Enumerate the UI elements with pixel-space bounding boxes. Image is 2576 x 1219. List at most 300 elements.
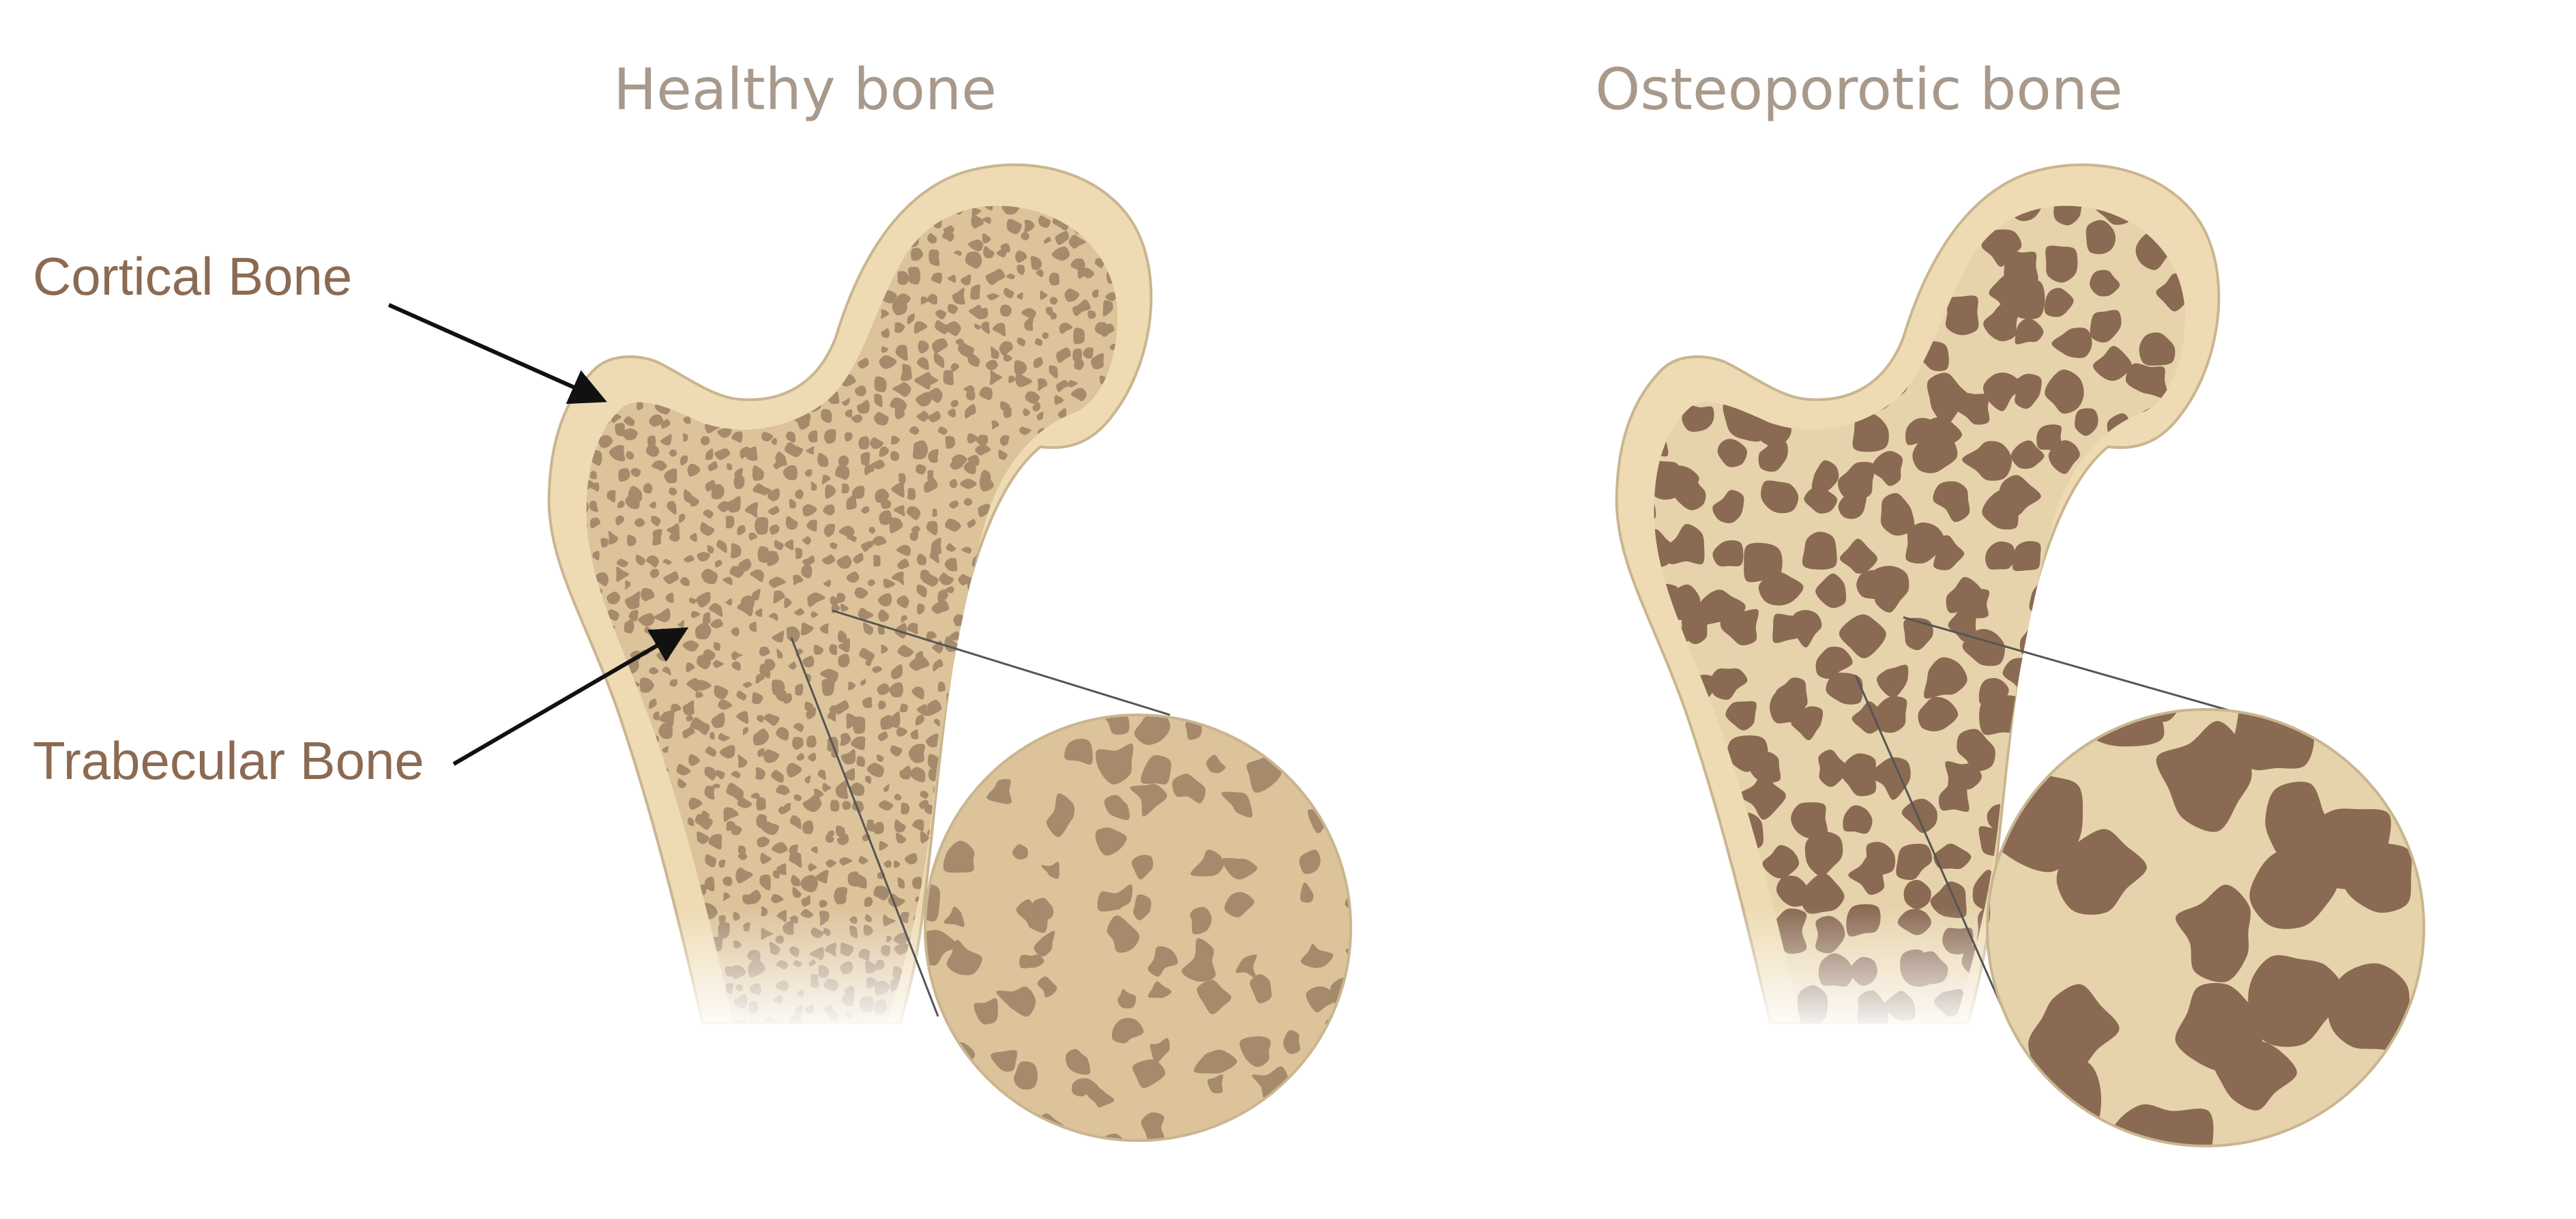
- trabecular-pore: [541, 277, 550, 287]
- trabecular-pore: [2056, 689, 2094, 728]
- trabecular-pore: [1060, 514, 1071, 524]
- trabecular-pore: [617, 268, 626, 276]
- trabecular-pore: [1082, 546, 1095, 555]
- trabecular-pore: [1014, 580, 1027, 593]
- trabecular-pore: [614, 220, 624, 229]
- trabecular-pore: [1645, 752, 1678, 788]
- trabecular-pore: [1925, 171, 1952, 205]
- trabecular-pore: [1583, 213, 1613, 244]
- trabecular-pore: [722, 266, 729, 273]
- trabecular-pore: [556, 920, 571, 933]
- trabecular-pore: [864, 164, 872, 175]
- trabecular-pore: [1111, 559, 1118, 567]
- trabecular-pore: [1036, 520, 1044, 530]
- trabecular-pore: [932, 509, 937, 517]
- trabecular-pore: [629, 813, 638, 827]
- trabecular-pore: [767, 359, 780, 372]
- trabecular-pore: [1104, 179, 1117, 193]
- trabecular-pore: [639, 903, 652, 917]
- trabecular-pore: [557, 623, 567, 632]
- trabecular-pore: [2149, 585, 2176, 615]
- trabecular-pore: [1628, 188, 1661, 223]
- trabecular-pore: [1692, 307, 1724, 350]
- trabecular-pore: [718, 158, 731, 172]
- trabecular-pore: [1758, 293, 1789, 332]
- trabecular-pore: [1620, 281, 1650, 309]
- trabecular-pore: [576, 353, 587, 365]
- trabecular-pore: [646, 323, 656, 329]
- trabecular-pore: [773, 313, 781, 322]
- trabecular-pore: [1062, 666, 1069, 675]
- trabecular-pore: [946, 750, 988, 783]
- trabecular-pore: [988, 719, 997, 731]
- trabecular-pore: [536, 774, 546, 787]
- trabecular-pore: [1014, 683, 1024, 697]
- trabecular-pore: [971, 767, 980, 776]
- trabecular-pore: [976, 603, 989, 617]
- trabecular-pore: [758, 196, 770, 208]
- trabecular-pore: [602, 773, 611, 782]
- trabecular-pore: [1018, 489, 1030, 501]
- trabecular-pore: [634, 869, 640, 877]
- trabecular-pore: [967, 666, 980, 679]
- trabecular-pore: [559, 733, 570, 744]
- trabecular-pore: [551, 207, 561, 219]
- trabecular-pore: [682, 239, 692, 249]
- trabecular-pore: [612, 771, 619, 780]
- trabecular-pore: [920, 167, 939, 183]
- trabecular-pore: [537, 802, 544, 811]
- trabecular-pore: [590, 796, 602, 806]
- trabecular-pore: [572, 744, 588, 760]
- trabecular-pore: [2321, 635, 2410, 718]
- trabecular-pore: [800, 185, 817, 202]
- trabecular-pore: [535, 1023, 553, 1038]
- trabecular-pore: [1795, 276, 1828, 308]
- trabecular-pore: [877, 186, 888, 196]
- trabecular-pore: [828, 249, 840, 261]
- trabecular-pore: [1036, 481, 1044, 493]
- trabecular-pore: [702, 259, 718, 269]
- trabecular-pore: [2180, 528, 2210, 570]
- trabecular-pore: [766, 246, 775, 260]
- trabecular-pore: [1025, 495, 1032, 507]
- trabecular-pore: [1765, 160, 1796, 188]
- trabecular-pore: [570, 822, 585, 832]
- trabecular-pore: [1064, 585, 1079, 601]
- trabecular-pore: [1353, 783, 1374, 806]
- trabecular-pore: [613, 201, 627, 210]
- trabecular-pore: [587, 898, 598, 909]
- trabecular-pore: [790, 219, 805, 235]
- trabecular-pore: [1609, 868, 1642, 906]
- trabecular-pore: [655, 205, 672, 219]
- trabecular-pore: [847, 181, 860, 192]
- trabecular-pore: [1655, 871, 1681, 898]
- trabecular-pore: [1012, 538, 1023, 546]
- trabecular-pore: [712, 323, 720, 332]
- trabecular-pore: [702, 341, 707, 348]
- trabecular-pore: [784, 186, 795, 201]
- trabecular-pore: [579, 720, 595, 733]
- trabecular-pore: [544, 982, 553, 994]
- trabecular-pore: [970, 693, 981, 701]
- trabecular-pore: [756, 797, 765, 810]
- trabecular-pore: [685, 329, 697, 344]
- trabecular-pore: [1126, 188, 1139, 201]
- trabecular-pore: [1130, 501, 1141, 511]
- trabecular-pore: [541, 399, 548, 405]
- trabecular-pore: [1731, 206, 1760, 234]
- trabecular-pore: [548, 832, 563, 847]
- trabecular-pore: [1231, 703, 1258, 734]
- trabecular-pore: [989, 523, 996, 531]
- trabecular-pore: [802, 317, 817, 333]
- trabecular-pore: [642, 265, 655, 282]
- trabecular-bone-label: Trabecular Bone: [33, 731, 424, 791]
- trabecular-pore: [574, 630, 583, 643]
- trabecular-pore: [1016, 519, 1029, 533]
- trabecular-pore: [986, 578, 999, 591]
- trabecular-pore: [832, 207, 838, 214]
- trabecular-pore: [1111, 681, 1118, 690]
- trabecular-pore: [1583, 984, 1618, 1023]
- trabecular-pore: [1030, 696, 1046, 709]
- trabecular-pore: [552, 658, 568, 673]
- trabecular-pore: [1102, 160, 1115, 175]
- trabecular-pore: [916, 1147, 940, 1169]
- trabecular-pore: [1594, 800, 1628, 829]
- trabecular-pore: [1900, 186, 1931, 223]
- trabecular-pore: [1350, 757, 1374, 779]
- trabecular-pore: [767, 188, 780, 202]
- trabecular-pore: [1606, 959, 1637, 993]
- trabecular-pore: [955, 750, 963, 759]
- trabecular-pore: [552, 400, 560, 411]
- trabecular-pore: [1690, 903, 1723, 942]
- trabecular-pore: [830, 799, 839, 811]
- trabecular-pore: [1667, 1010, 1696, 1051]
- trabecular-pore: [538, 852, 551, 864]
- trabecular-pore: [1074, 664, 1087, 675]
- trabecular-pore: [568, 645, 583, 658]
- trabecular-pore: [1573, 448, 1615, 478]
- trabecular-pore: [755, 517, 768, 535]
- trabecular-pore: [1031, 467, 1040, 478]
- trabecular-pore: [652, 220, 661, 229]
- trabecular-pore: [568, 665, 579, 677]
- trabecular-pore: [709, 732, 714, 739]
- trabecular-pore: [1888, 1102, 2002, 1205]
- trabecular-pore: [1103, 572, 1124, 587]
- trabecular-pore: [593, 311, 605, 323]
- trabecular-pore: [600, 842, 609, 852]
- trabecular-pore: [1004, 609, 1014, 621]
- trabecular-pore: [626, 233, 636, 244]
- trabecular-pore: [1302, 1083, 1336, 1119]
- trabecular-pore: [945, 787, 950, 793]
- trabecular-pore: [629, 174, 646, 191]
- trabecular-pore: [2187, 415, 2221, 441]
- trabecular-pore: [1353, 701, 1377, 726]
- trabecular-pore: [631, 798, 639, 810]
- trabecular-pore: [996, 561, 1006, 570]
- trabecular-pore: [572, 892, 585, 905]
- trabecular-pore: [555, 808, 568, 821]
- trabecular-pore: [1843, 222, 1882, 259]
- trabecular-pore: [602, 214, 611, 222]
- trabecular-pore: [1055, 467, 1072, 484]
- trabecular-pore: [658, 214, 674, 229]
- trabecular-pore: [1039, 452, 1051, 467]
- trabecular-pore: [1050, 700, 1062, 711]
- trabecular-pore: [631, 947, 645, 960]
- trabecular-pore: [1026, 598, 1033, 606]
- trabecular-pore: [581, 838, 593, 848]
- trabecular-pore: [1049, 273, 1059, 286]
- trabecular-pore: [703, 361, 709, 368]
- trabecular-pore: [1053, 631, 1066, 645]
- trabecular-pore: [1008, 645, 1025, 660]
- trabecular-pore: [1093, 638, 1102, 647]
- trabecular-pore: [577, 927, 596, 941]
- trabecular-pore: [2190, 475, 2219, 511]
- trabecular-pore: [536, 784, 551, 796]
- trabecular-pore: [1647, 691, 1677, 718]
- trabecular-pore: [1145, 222, 1155, 231]
- trabecular-pore: [1021, 472, 1029, 482]
- trabecular-pore: [1277, 681, 1293, 702]
- trabecular-pore: [637, 1012, 648, 1022]
- trabecular-pore: [545, 832, 561, 849]
- trabecular-pore: [562, 870, 574, 885]
- trabecular-pore: [587, 282, 597, 293]
- trabecular-pore: [1282, 1113, 1302, 1134]
- trabecular-pore: [606, 735, 619, 747]
- trabecular-pore: [536, 490, 546, 497]
- trabecular-pore: [738, 316, 745, 323]
- trabecular-pore: [954, 709, 967, 719]
- trabecular-pore: [617, 825, 628, 836]
- trabecular-pore: [571, 802, 581, 817]
- trabecular-pore: [739, 252, 752, 266]
- trabecular-pore: [1129, 613, 1139, 620]
- trabecular-pore: [832, 222, 849, 239]
- trabecular-pore: [1079, 623, 1087, 633]
- trabecular-pore: [997, 1139, 1018, 1162]
- trabecular-pore: [558, 349, 572, 359]
- trabecular-pore: [829, 166, 845, 184]
- trabecular-pore: [1587, 561, 1627, 602]
- trabecular-pore: [795, 241, 804, 253]
- trabecular-pore: [609, 958, 620, 970]
- trabecular-pore: [758, 179, 763, 188]
- trabecular-pore: [623, 926, 634, 938]
- trabecular-pore: [551, 676, 568, 687]
- trabecular-pore: [933, 1059, 974, 1091]
- trabecular-pore: [2191, 462, 2224, 497]
- trabecular-pore: [660, 287, 669, 298]
- trabecular-pore: [1141, 162, 1159, 175]
- trabecular-pore: [808, 196, 815, 204]
- trabecular-pore: [995, 523, 1012, 536]
- trabecular-pore: [804, 342, 817, 352]
- trabecular-pore: [814, 241, 825, 250]
- trabecular-pore: [536, 543, 546, 553]
- trabecular-pore: [1055, 506, 1062, 512]
- trabecular-pore: [770, 266, 787, 282]
- trabecular-pore: [538, 690, 551, 705]
- trabecular-pore: [1096, 457, 1106, 467]
- trabecular-pore: [594, 277, 609, 291]
- trabecular-pore: [786, 366, 794, 375]
- trabecular-pore: [613, 256, 624, 265]
- trabecular-pore: [569, 857, 585, 872]
- trabecular-pore: [782, 306, 796, 318]
- trabecular-pore: [2197, 576, 2234, 619]
- trabecular-pore: [1150, 362, 1160, 373]
- trabecular-pore: [658, 311, 670, 323]
- trabecular-pore: [583, 774, 595, 784]
- trabecular-pore: [892, 159, 906, 172]
- trabecular-pore: [685, 218, 694, 226]
- trabecular-pore: [853, 716, 865, 733]
- trabecular-pore: [559, 898, 570, 911]
- trabecular-pore: [789, 204, 805, 219]
- trabecular-pore: [631, 308, 640, 321]
- trabecular-pore: [2182, 162, 2219, 199]
- trabecular-pore: [568, 255, 583, 268]
- trabecular-pore: [616, 977, 628, 989]
- trabecular-pore: [704, 228, 716, 242]
- trabecular-pore: [594, 337, 600, 345]
- trabecular-pore: [921, 1063, 946, 1085]
- trabecular-pore: [535, 171, 542, 182]
- trabecular-pore: [832, 268, 836, 275]
- trabecular-pore: [540, 604, 551, 615]
- trabecular-pore: [1098, 164, 1105, 173]
- trabecular-pore: [559, 989, 568, 999]
- trabecular-pore: [1049, 564, 1057, 571]
- trabecular-pore: [581, 733, 589, 741]
- trabecular-pore: [774, 282, 782, 295]
- trabecular-pore: [555, 594, 566, 608]
- trabecular-pore: [769, 203, 777, 217]
- trabecular-pore: [667, 328, 677, 340]
- trabecular-pore: [795, 548, 802, 559]
- trabecular-pore: [1089, 631, 1099, 643]
- trabecular-pore: [617, 941, 625, 950]
- trabecular-pore: [1128, 392, 1142, 406]
- trabecular-pore: [585, 1022, 592, 1030]
- trabecular-pore: [716, 380, 727, 390]
- trabecular-pore: [1845, 163, 1871, 190]
- trabecular-pore: [649, 950, 658, 958]
- trabecular-pore: [753, 269, 763, 279]
- trabecular-pore: [1574, 907, 1612, 955]
- trabecular-pore: [685, 303, 696, 315]
- trabecular-pore: [987, 630, 1004, 643]
- trabecular-pore: [531, 657, 544, 670]
- trabecular-pore: [988, 644, 997, 657]
- trabecular-pore: [873, 169, 883, 177]
- trabecular-pore: [683, 434, 688, 442]
- trabecular-pore: [682, 274, 701, 288]
- trabecular-pore: [576, 913, 591, 928]
- trabecular-pore: [821, 231, 829, 238]
- trabecular-pore: [540, 633, 548, 643]
- trabecular-pore: [1104, 614, 1112, 623]
- trabecular-pore: [1043, 615, 1052, 626]
- trabecular-pore: [660, 241, 674, 254]
- trabecular-pore: [2171, 616, 2206, 649]
- trabecular-pore: [1089, 593, 1102, 602]
- trabecular-pore: [968, 639, 978, 651]
- trabecular-pore: [684, 196, 689, 203]
- trabecular-pore: [572, 306, 578, 313]
- trabecular-pore: [1006, 537, 1016, 547]
- trabecular-pore: [561, 1003, 566, 1009]
- trabecular-pore: [1139, 437, 1151, 450]
- trabecular-pore: [1716, 158, 1758, 201]
- trabecular-pore: [583, 241, 591, 250]
- trabecular-pore: [1003, 633, 1014, 644]
- trabecular-pore: [1124, 409, 1136, 419]
- trabecular-pore: [547, 939, 564, 950]
- trabecular-pore: [652, 997, 664, 1009]
- trabecular-pore: [946, 781, 965, 806]
- trabecular-pore: [606, 307, 616, 316]
- trabecular-pore: [656, 973, 669, 988]
- trabecular-pore: [912, 877, 922, 889]
- trabecular-pore: [1668, 791, 1697, 825]
- trabecular-pore: [1150, 178, 1158, 186]
- trabecular-pore: [1680, 161, 1721, 200]
- trabecular-pore: [982, 596, 993, 606]
- trabecular-pore: [770, 372, 785, 388]
- trabecular-pore: [608, 992, 625, 1008]
- trabecular-pore: [746, 346, 759, 362]
- trabecular-pore: [1151, 471, 1158, 478]
- trabecular-pore: [738, 269, 744, 276]
- trabecular-pore: [583, 982, 591, 994]
- cortical-bone-label: Cortical Bone: [33, 246, 353, 306]
- trabecular-pore: [599, 939, 609, 952]
- trabecular-pore: [579, 276, 583, 283]
- trabecular-pore: [536, 381, 542, 389]
- trabecular-pore: [546, 230, 559, 242]
- trabecular-pore: [870, 216, 888, 230]
- trabecular-pore: [546, 179, 555, 186]
- trabecular-pore: [581, 211, 594, 222]
- trabecular-pore: [563, 217, 571, 224]
- trabecular-pore: [2103, 445, 2140, 486]
- trabecular-pore: [979, 733, 1008, 762]
- trabecular-pore: [1107, 649, 1121, 658]
- trabecular-pore: [609, 1020, 623, 1033]
- trabecular-pore: [1102, 480, 1114, 493]
- trabecular-pore: [1150, 593, 1160, 602]
- trabecular-pore: [858, 237, 870, 249]
- trabecular-pore: [541, 931, 551, 941]
- trabecular-pore: [840, 161, 853, 171]
- trabecular-pore: [1583, 628, 1618, 664]
- trabecular-pore: [1581, 828, 1625, 868]
- trabecular-pore: [744, 170, 749, 177]
- trabecular-pore: [2158, 451, 2193, 480]
- trabecular-pore: [1062, 451, 1072, 465]
- trabecular-pore: [1238, 1138, 1265, 1166]
